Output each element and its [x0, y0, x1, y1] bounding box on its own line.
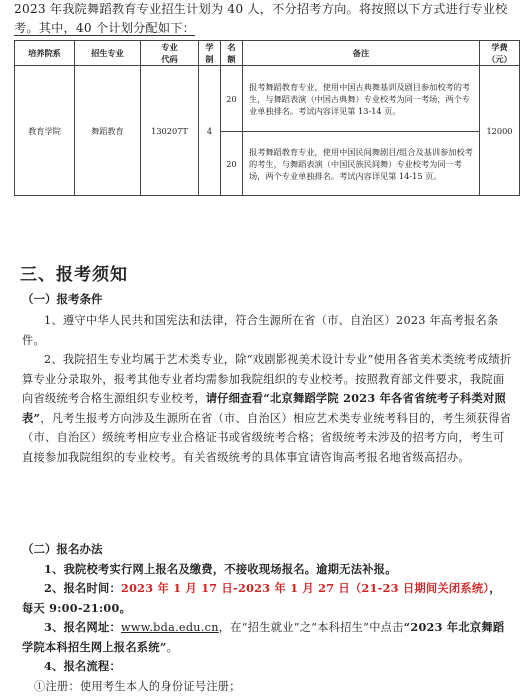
header-fee: 学费 （元）: [480, 41, 520, 66]
cell-major: 舞蹈教育: [75, 66, 141, 196]
registration-item-4: 4、报名流程：: [44, 659, 122, 673]
header-duration: 学 制: [199, 41, 221, 66]
table-header-row: [15, 41, 520, 66]
cell-note-1: 报考舞蹈教育专业，使用中国古典舞基训及剧目参加校考的考生，与舞蹈表演（中国古典舞）专业校考为同一考场，两个专业单独排名。考试内容详见第 13-14 页。: [243, 66, 480, 132]
subsection-title-registration: （二）报名办法: [22, 542, 103, 556]
condition-paragraph-2: 2、我院招生专业均属于艺术类专业，除“戏剧影视美术设计专业”使用各省美术类统考成绩折算专业分录取外，报考其他专业者均需参加我院组织的专业校考。按照教育部文件要求，我院面向省级统考合格生源组织专业校考，请仔细查看“北京舞蹈学院 2023 年各省省统考子科类对照表”，凡考生报考方向涉及生源所在省（市、自治区）相应艺术类专业统考科目的，考生须获得省（市、自治区）级统考相应专业合格证书或省级统考合格；省级统考未涉及的招考方向，考生可直接参加我院组织的专业校考。有关省级统考的具体事宜请咨询高考报名地省级高招办。: [22, 353, 512, 464]
registration-item-2: 2、报名时间：2023 年 1 月 17 日-2023 年 1 月 27 日（21-23 日期间关闭系统），每天 9:00-21:00。: [22, 581, 501, 615]
cell-code: 130207T: [141, 66, 199, 196]
cell-college: 教育学院: [15, 66, 75, 196]
registration-item-1: 1、我院校考实行网上报名及缴费，不接收现场报名。逾期无法补报。: [44, 562, 397, 576]
cell-duration: 4: [199, 66, 221, 196]
cell-note-2: 报考舞蹈教育专业，使用中国民间舞剧目/组合及基训参加校考的考生，与舞蹈表演（中国民族民间舞）专业校考为同一考场，两个专业单独排名。考试内容详见第 14-15 页。: [243, 132, 480, 196]
section-title: 三、报考须知: [20, 265, 128, 285]
registration-step-1: ①注册：使用考生本人的身份证号注册；: [34, 680, 241, 693]
plan-intro: [14, 0, 514, 38]
enrollment-plan-table: [14, 40, 520, 196]
province-exam-table-reference: 请仔细查看“北京舞蹈学院 2023 年各省省统考子科类对照表”: [22, 391, 507, 425]
header-code: 专业 代码: [141, 41, 199, 66]
registration-period: 2023 年 1 月 17 日-2023 年 1 月 27 日（21-23 日期间关闭系统）: [121, 581, 490, 595]
header-major: 招生专业: [75, 41, 141, 66]
table-row: [15, 66, 520, 132]
subsection-title-conditions: （一）报考条件: [22, 292, 103, 306]
registration-item-3: 3、报名网址：www.bda.edu.cn，在“招生就业”之“本科招生”中点击“2023 年北京舞蹈学院本科招生网上报名系统”。: [22, 620, 505, 654]
cell-fee: 12000: [480, 66, 520, 196]
plan-intro-line1: 2023 年我院舞蹈教育专业招生计划为 40 人，不分招考方向。将按照以下方式进行专业校: [14, 2, 508, 16]
header-quota: 名 额: [221, 41, 243, 66]
cell-quota-1: 20: [221, 66, 243, 132]
cell-quota-2: 20: [221, 132, 243, 196]
header-college: 培养院系: [15, 41, 75, 66]
header-note: 备注: [243, 41, 480, 66]
condition-paragraph-1: 1、遵守中华人民共和国宪法和法律，符合生源所在省（市、自治区）2023 年高考报名条件。: [22, 314, 499, 347]
registration-url-link[interactable]: www.bda.edu.cn: [121, 621, 219, 634]
plan-intro-line2: 考。其中，40 个计划分配如下：: [14, 21, 196, 35]
